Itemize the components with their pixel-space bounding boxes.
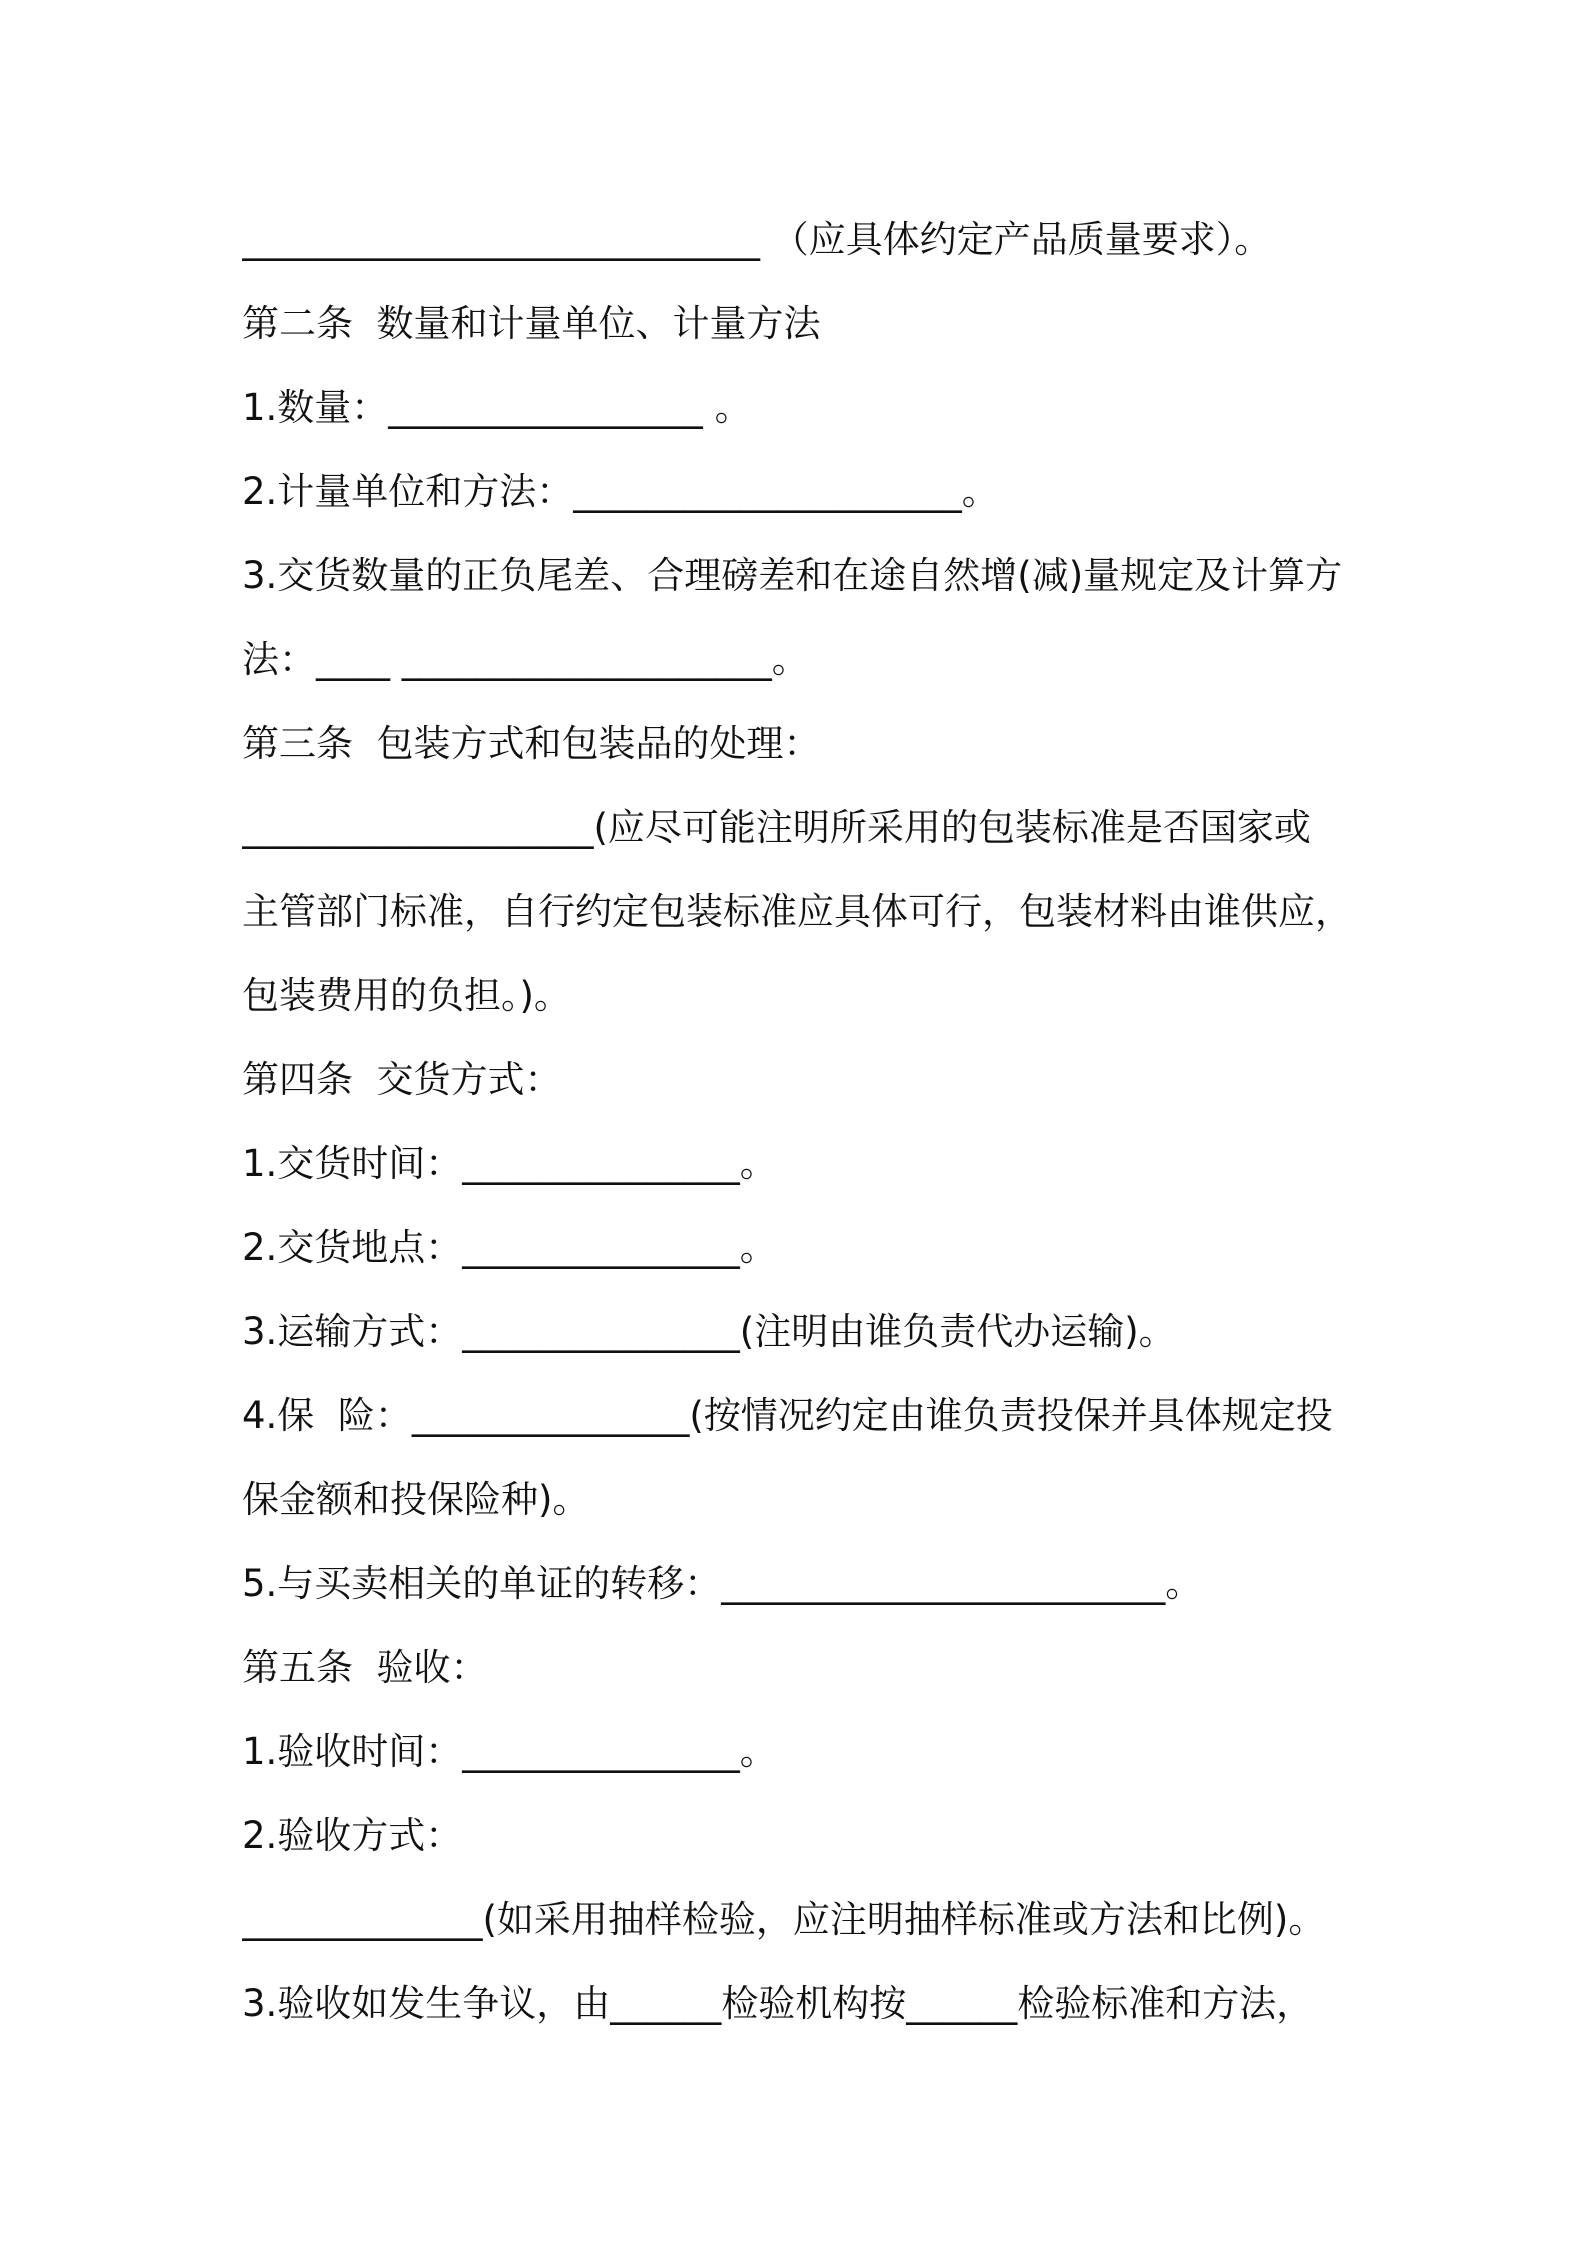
contract-body — [242, 198, 1362, 2046]
text-line: 5.与买卖相关的单证的转移：________________________。 — [242, 1562, 1203, 1605]
text-line: 4.保 险：_______________(按情况约定由谁负责投保并具体规定投 — [242, 1394, 1333, 1437]
text-line: _____________(如采用抽样检验，应注明抽样标准或方法和比例)。 — [242, 1898, 1326, 1941]
text-line: 保金额和投保险种)。 — [242, 1478, 590, 1521]
text-line: 主管部门标准，自行约定包装标准应具体可行，包装材料由谁供应， — [242, 890, 1352, 933]
text-line: 2.计量单位和方法：_____________________。 — [242, 470, 999, 513]
text-line: ____________________________ （应具体约定产品质量要求）。 — [242, 218, 1272, 261]
section-heading: 第三条 包装方式和包装品的处理： — [242, 722, 821, 765]
text-line: 1.验收时间：_______________。 — [242, 1730, 777, 1773]
text-line: 3.交货数量的正负尾差、合理磅差和在途自然增(减)量规定及计算方 — [242, 554, 1343, 597]
section-heading: 第五条 验收： — [242, 1646, 488, 1689]
text-line: 2.验收方式： — [242, 1814, 463, 1857]
text-line: 2.交货地点：_______________。 — [242, 1226, 777, 1269]
text-line: 3.运输方式：_______________(注明由谁负责代办运输)。 — [242, 1310, 1176, 1353]
text-line: 1.数量：_________________ 。 — [242, 386, 752, 429]
section-heading: 第四条 交货方式： — [242, 1058, 562, 1101]
text-line: 包装费用的负担。)。 — [242, 974, 571, 1017]
text-line: 法：____ ____________________。 — [242, 638, 809, 681]
text-line: ___________________(应尽可能注明所采用的包装标准是否国家或 — [242, 806, 1311, 849]
text-line: 1.交货时间：_______________。 — [242, 1142, 777, 1185]
section-heading: 第二条 数量和计量单位、计量方法 — [242, 302, 821, 345]
text-line: 3.验收如发生争议，由______检验机构按______检验标准和方法， — [242, 1982, 1314, 2025]
